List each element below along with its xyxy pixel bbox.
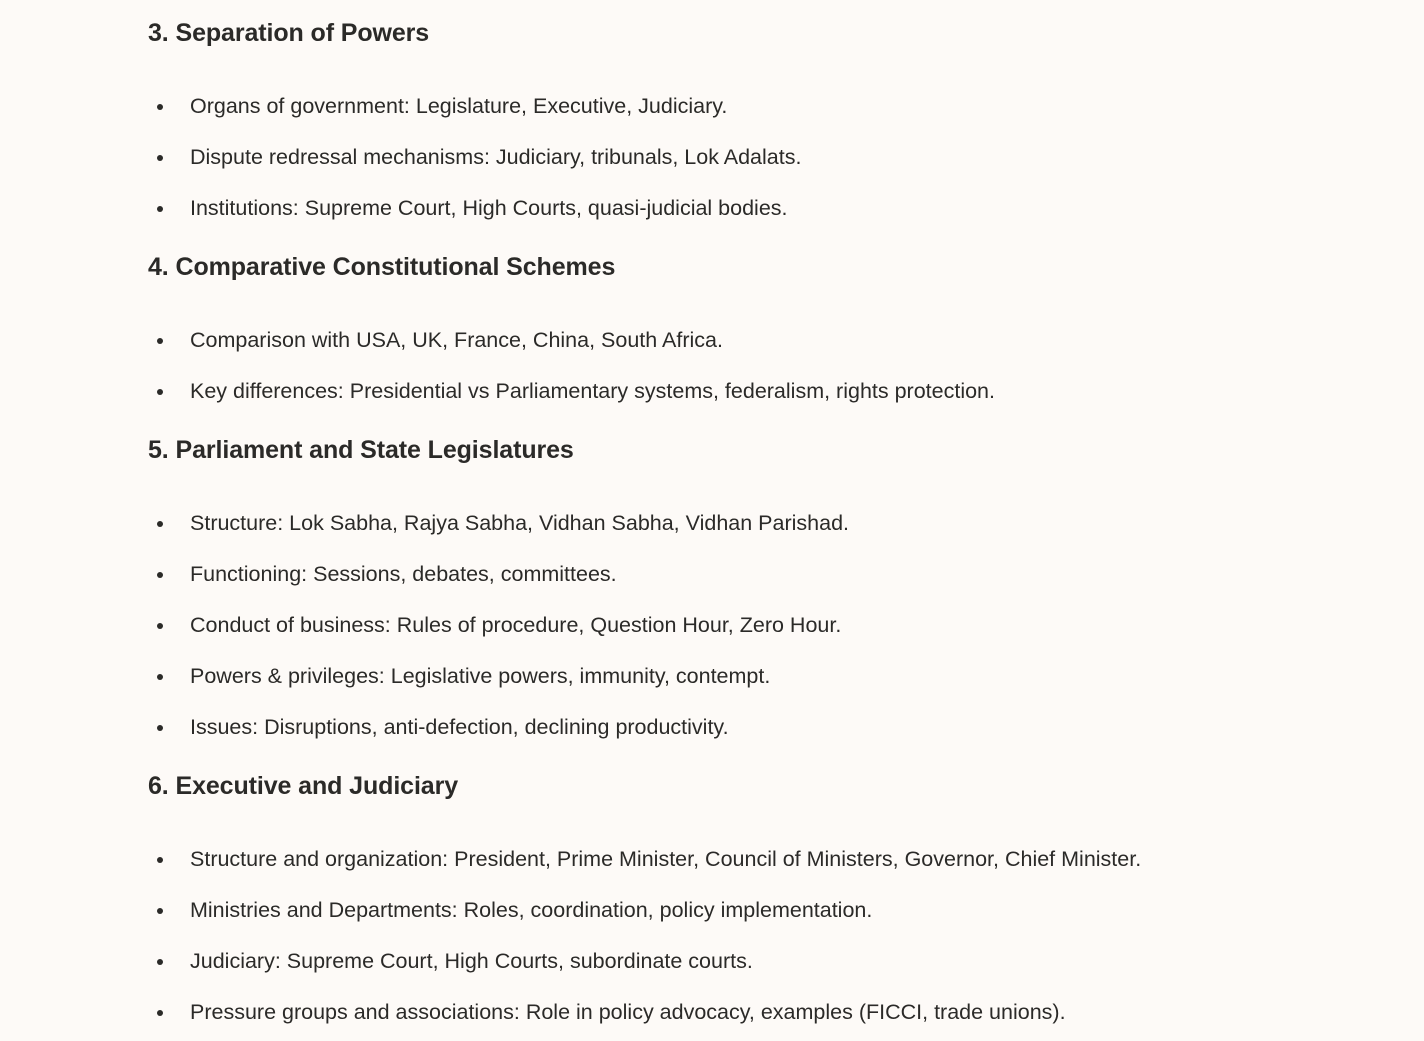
- list-item: [148, 651, 849, 702]
- list-item: [148, 315, 995, 366]
- list-item-text: Conduct of business: Rules of procedure, Question Hour, Zero Hour.: [190, 613, 842, 637]
- list-item: [148, 81, 801, 132]
- list-item-text: Organs of government: Legislature, Executive, Judiciary.: [190, 94, 728, 118]
- list-item: [148, 498, 849, 549]
- list-item-text: Key differences: Presidential vs Parliamentary systems, federalism, rights protection.: [190, 379, 995, 403]
- section-heading: 5. Parliament and State Legislatures: [148, 436, 574, 464]
- list-item: [148, 600, 849, 651]
- list-item-text: Pressure groups and associations: Role in policy advocacy, examples (FICCI, trade unions).: [190, 1000, 1066, 1024]
- bullet-icon: [157, 1010, 163, 1016]
- bullet-icon: [157, 623, 163, 629]
- section-parliament-and-state-legislatures: [148, 433, 849, 753]
- list-item-text: Structure: Lok Sabha, Rajya Sabha, Vidhan Sabha, Vidhan Parishad.: [190, 511, 849, 535]
- bullet-icon: [157, 908, 163, 914]
- list-item-text: Ministries and Departments: Roles, coordination, policy implementation.: [190, 898, 873, 922]
- bullet-icon: [157, 857, 163, 863]
- bullet-list: [148, 834, 1141, 1038]
- bullet-icon: [157, 338, 163, 344]
- bullet-list: [148, 498, 849, 753]
- bullet-icon: [157, 155, 163, 161]
- list-item-text: Institutions: Supreme Court, High Courts, quasi-judicial bodies.: [190, 196, 788, 220]
- section-heading: 6. Executive and Judiciary: [148, 772, 459, 800]
- list-item: [148, 183, 801, 234]
- bullet-list: [148, 81, 801, 234]
- bullet-icon: [157, 521, 163, 527]
- bullet-icon: [157, 959, 163, 965]
- list-item: [148, 549, 849, 600]
- list-item-text: Comparison with USA, UK, France, China, South Africa.: [190, 328, 723, 352]
- list-item: [148, 936, 1141, 987]
- list-item: [148, 366, 995, 417]
- list-item-text: Powers & privileges: Legislative powers, immunity, contempt.: [190, 664, 771, 688]
- list-item-text: Issues: Disruptions, anti-defection, declining productivity.: [190, 715, 729, 739]
- section-heading: 3. Separation of Powers: [148, 19, 430, 47]
- bullet-list: [148, 315, 995, 417]
- bullet-icon: [157, 725, 163, 731]
- bullet-icon: [157, 572, 163, 578]
- list-item-text: Functioning: Sessions, debates, committees.: [190, 562, 617, 586]
- list-item: [148, 834, 1141, 885]
- section-heading: 4. Comparative Constitutional Schemes: [148, 253, 616, 281]
- list-item-text: Judiciary: Supreme Court, High Courts, subordinate courts.: [190, 949, 753, 973]
- bullet-icon: [157, 206, 163, 212]
- list-item: [148, 132, 801, 183]
- bullet-icon: [157, 674, 163, 680]
- section-executive-and-judiciary: [148, 769, 1141, 1038]
- list-item: [148, 885, 1141, 936]
- list-item: [148, 987, 1141, 1038]
- list-item-text: Dispute redressal mechanisms: Judiciary, tribunals, Lok Adalats.: [190, 145, 802, 169]
- section-separation-of-powers: [148, 16, 801, 234]
- section-comparative-constitutional-schemes: [148, 250, 995, 417]
- bullet-icon: [157, 104, 163, 110]
- bullet-icon: [157, 389, 163, 395]
- list-item-text: Structure and organization: President, Prime Minister, Council of Ministers, Governor, Chief Minister.: [190, 847, 1142, 871]
- list-item: [148, 702, 849, 753]
